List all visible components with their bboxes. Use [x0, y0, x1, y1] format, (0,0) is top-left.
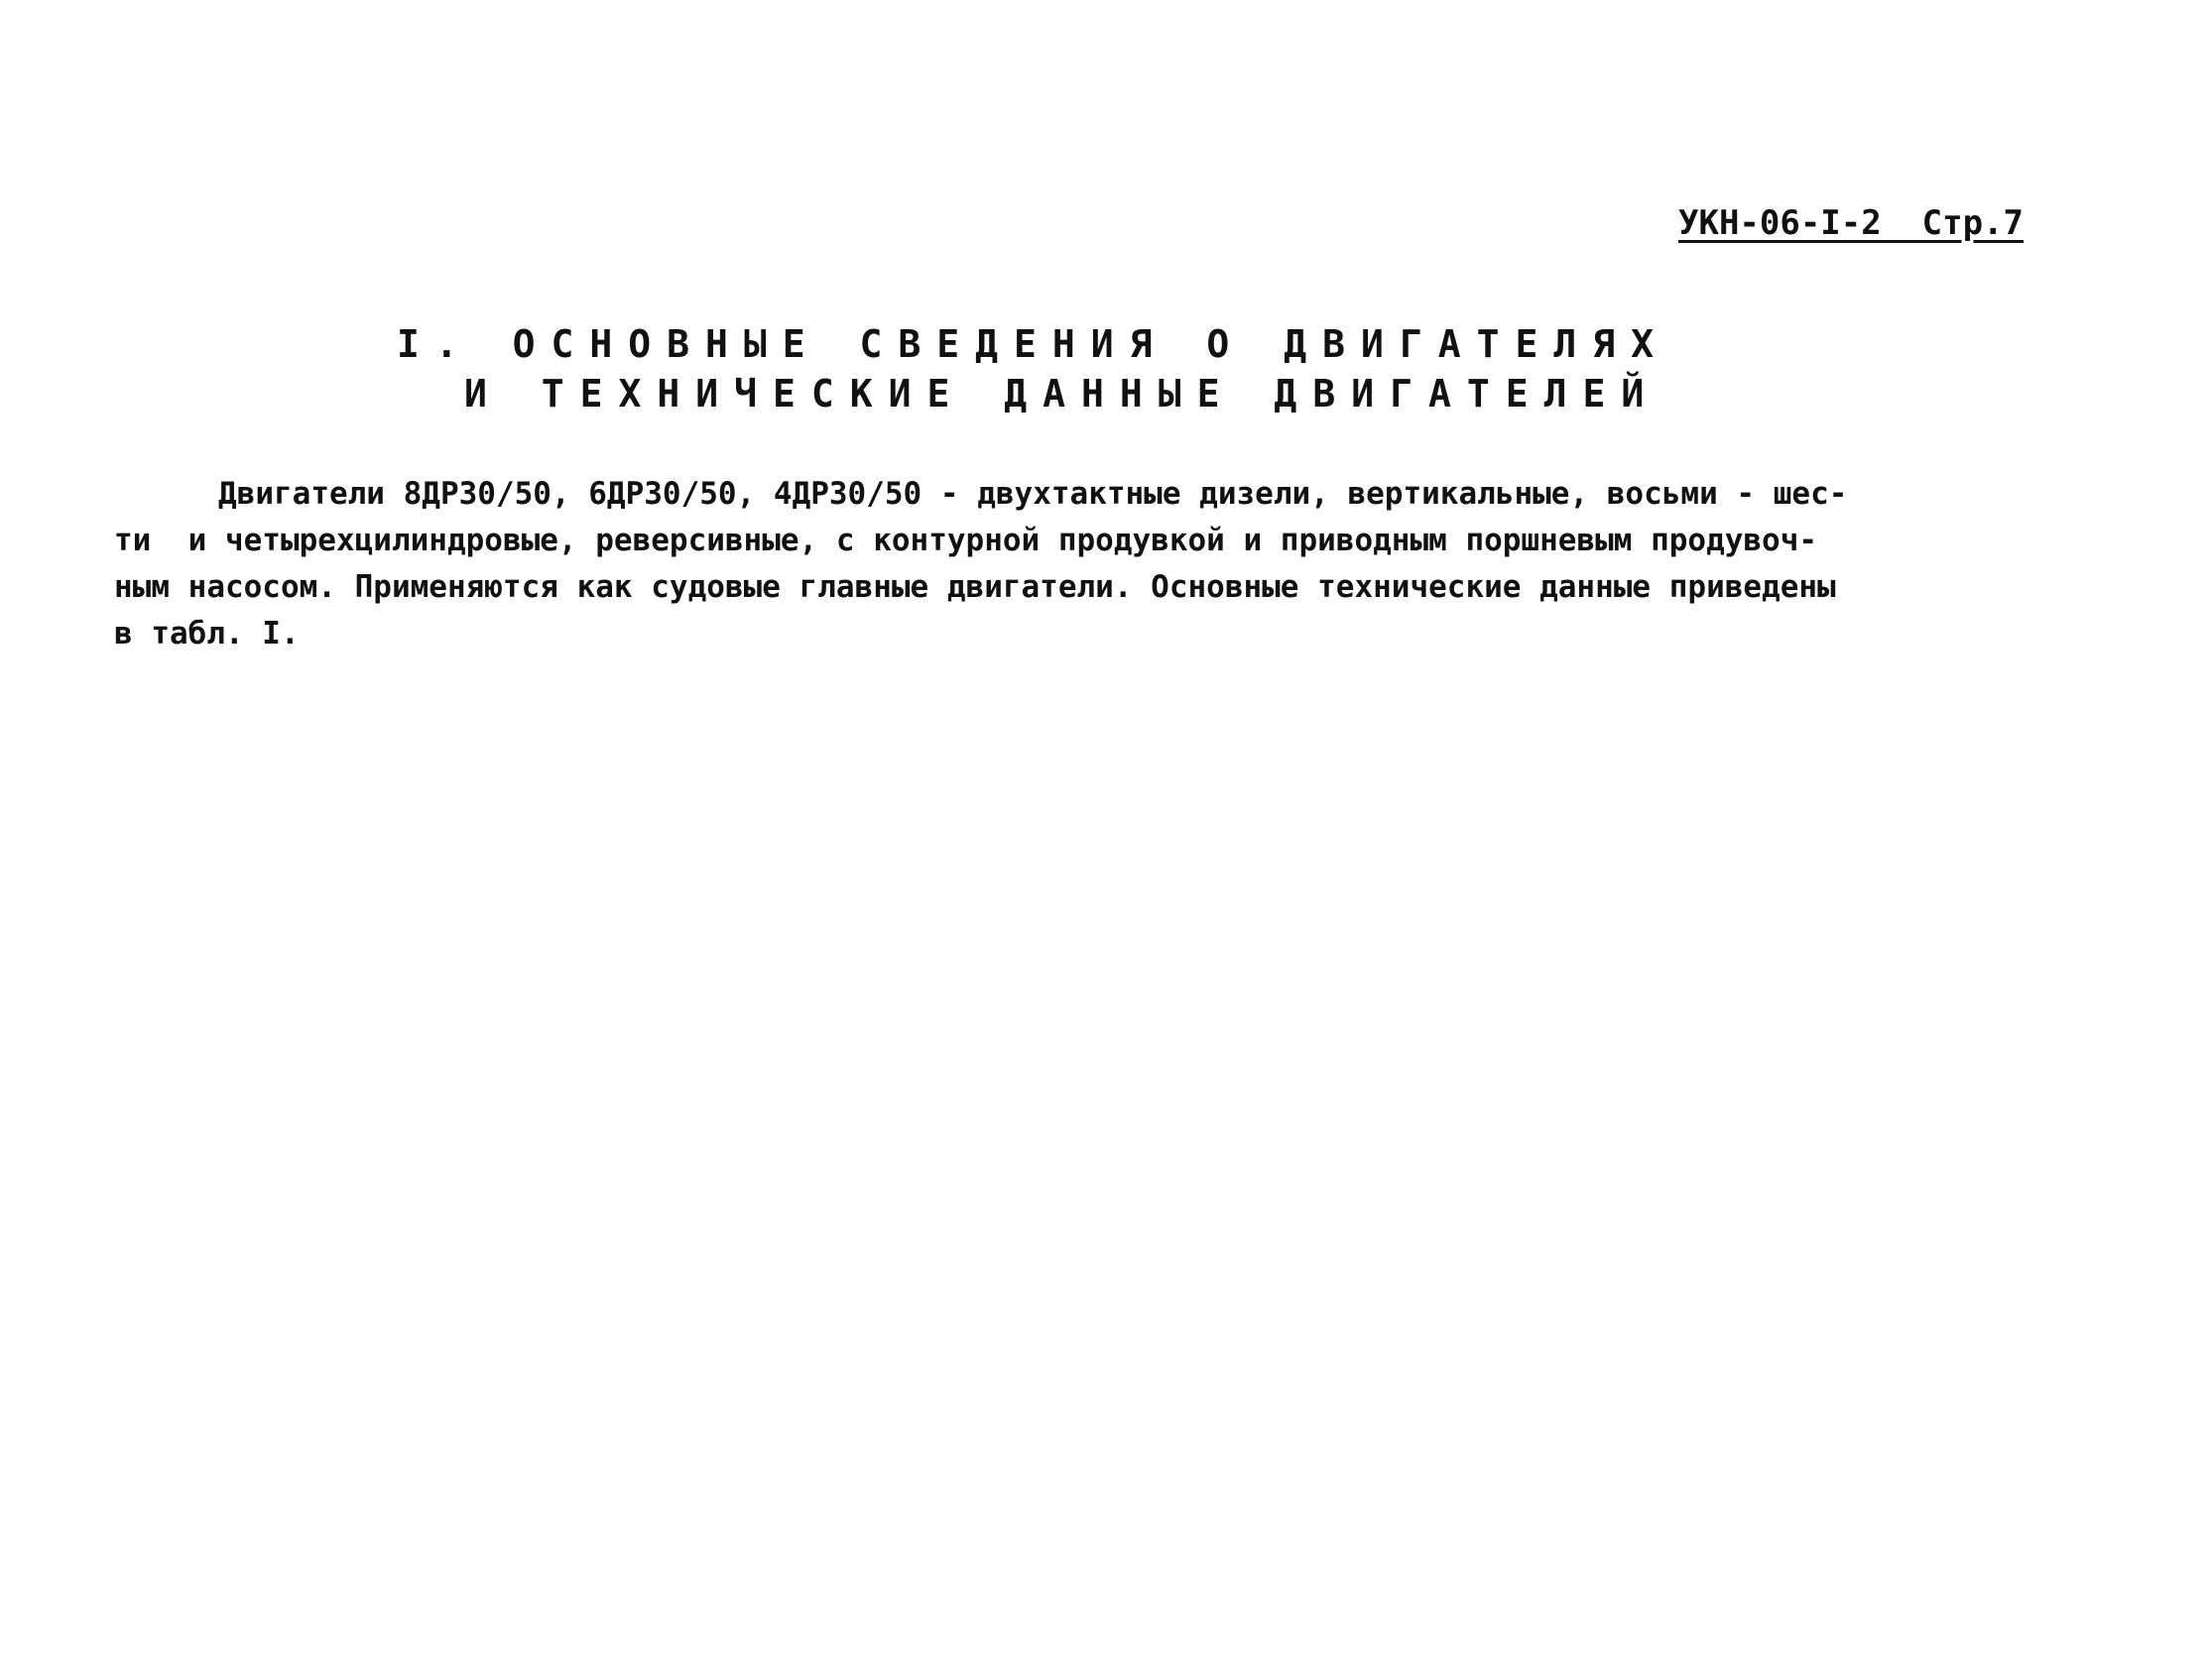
body-line-4: в табл. І. — [114, 616, 300, 652]
section-title — [397, 319, 1716, 418]
section-title-line-1: І. ОСНОВНЫЕ СВЕДЕНИЯ О ДВИГАТЕЛЯХ — [397, 322, 1669, 366]
section-title-line-2: И ТЕХНИЧЕСКИЕ ДАННЫЕ ДВИГАТЕЛЕЙ — [464, 372, 1660, 416]
body-line-1: Двигатели 8ДР30/50, 6ДР30/50, 4ДР30/50 - двухтактные дизели, вертикальные, восьми - шес- — [218, 476, 1848, 512]
document-code-page-number: УКН-06-І-2 Стр.7 — [1678, 203, 2024, 243]
body-line-3: ным насосом. Применяются как судовые главные двигатели. Основные технические данные приведены — [114, 569, 1836, 605]
body-line-2: ти и четырехцилиндровые, реверсивные, с контурной продувкой и приводным поршневым продувоч- — [114, 523, 1818, 558]
body-paragraph — [114, 471, 2019, 657]
